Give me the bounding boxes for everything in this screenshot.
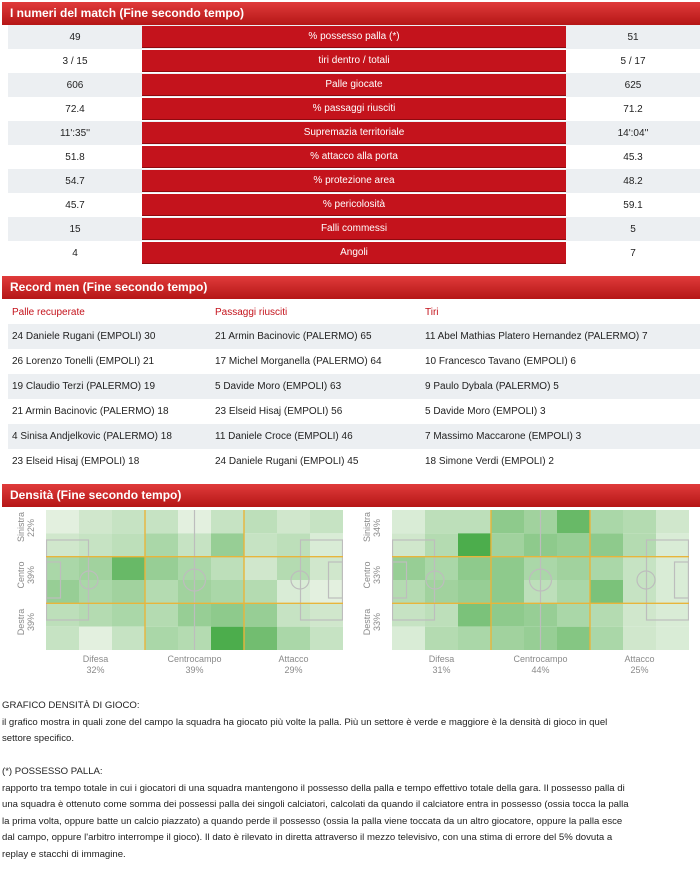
stat-label: % passaggi riusciti: [142, 98, 566, 120]
stat-home-value: 606: [66, 79, 84, 91]
possession-note-title: (*) POSSESSO PALLA:: [2, 766, 103, 777]
density-cell: [244, 533, 277, 556]
density-cell: [79, 580, 112, 603]
density-cell: [491, 627, 524, 650]
stat-away-value: 5: [630, 223, 636, 235]
density-cell: [590, 557, 623, 580]
side-zone-value: 33%: [372, 566, 382, 585]
density-cell: [310, 557, 343, 580]
column-header-passaggi-riusciti: Passaggi riusciti: [215, 306, 288, 318]
stat-row: [8, 145, 700, 169]
table-row: [8, 424, 700, 449]
record-passaggi-riusciti: 11 Daniele Croce (EMPOLI) 46: [215, 431, 353, 442]
stat-away-value: 59.1: [623, 199, 643, 211]
density-cell: [145, 580, 178, 603]
density-cell: [277, 580, 310, 603]
depth-zone-name: Attacco: [278, 654, 309, 664]
stat-home-value: 3 / 15: [62, 55, 88, 67]
density-cell: [79, 603, 112, 626]
density-cell: [458, 533, 491, 556]
stat-home-value: 11':35'': [59, 127, 90, 139]
density-cell: [590, 627, 623, 650]
density-cell: [425, 533, 458, 556]
record-palle-recuperate: 24 Daniele Rugani (EMPOLI) 30: [12, 331, 156, 342]
record-tiri: 5 Davide Moro (EMPOLI) 3: [425, 406, 546, 417]
density-cell: [590, 510, 623, 533]
density-cell: [392, 557, 425, 580]
density-cell: [425, 557, 458, 580]
density-cell: [458, 510, 491, 533]
density-heatmap: [392, 510, 689, 650]
density-cell: [458, 603, 491, 626]
density-cell: [310, 627, 343, 650]
density-cell: [112, 627, 145, 650]
side-zone-name: Sinistra: [362, 511, 372, 542]
possession-note-line: rapporto tra tempo totale in cui i giocatori di una squadra mantengono il possesso della palla e tempo effettivo totale della gara. Il possesso palla di: [2, 782, 625, 794]
depth-zone-label-centrocampo: [145, 654, 244, 676]
density-cell: [46, 557, 79, 580]
stat-home-value: 15: [69, 223, 81, 235]
record-passaggi-riusciti: 23 Elseid Hisaj (EMPOLI) 56: [215, 406, 343, 417]
record-tiri: 11 Abel Mathias Platero Hernandez (PALERMO) 7: [425, 331, 648, 342]
density-cell: [491, 603, 524, 626]
stat-home-value: 49: [69, 31, 81, 43]
stat-home-value: 72.4: [65, 103, 85, 115]
depth-zone-value: 44%: [531, 665, 550, 675]
record-men-table: [8, 300, 700, 474]
density-cell: [145, 627, 178, 650]
depth-zone-value: 25%: [630, 665, 649, 675]
stat-label: % attacco alla porta: [142, 146, 566, 168]
table-row: [8, 324, 700, 349]
density-cell: [425, 510, 458, 533]
stat-row: [8, 73, 700, 97]
density-cell: [656, 580, 689, 603]
record-palle-recuperate: 26 Lorenzo Tonelli (EMPOLI) 21: [12, 356, 155, 367]
record-palle-recuperate: 4 Sinisa Andjelkovic (PALERMO) 18: [12, 431, 172, 442]
depth-zone-label-attacco: [590, 654, 689, 676]
possession-note-line: dal campo, oppure l'arbitro interrompe il gioco). Il dato è rilevato in diretta attraverso il mezzo televisivo, con una stima di errore del 5% dovuta a: [2, 832, 613, 843]
record-tiri: 7 Massimo Maccarone (EMPOLI) 3: [425, 431, 582, 442]
record-tiri: 9 Paulo Dybala (PALERMO) 5: [425, 381, 559, 392]
density-cell: [458, 580, 491, 603]
depth-zone-name: Attacco: [624, 654, 655, 664]
density-cell: [244, 557, 277, 580]
density-cell: [623, 533, 656, 556]
table-row: [8, 449, 700, 474]
depth-zone-label-difesa: [392, 654, 491, 676]
depth-zone-labels: [392, 654, 689, 678]
density-cell: [392, 603, 425, 626]
density-cell: [458, 557, 491, 580]
stat-row: [8, 169, 700, 193]
stat-label: Falli commessi: [142, 218, 566, 240]
record-palle-recuperate: 23 Elseid Hisaj (EMPOLI) 18: [12, 456, 140, 467]
record-palle-recuperate: 19 Claudio Terzi (PALERMO) 19: [12, 381, 156, 392]
density-cell: [145, 510, 178, 533]
table-row: [8, 349, 700, 374]
density-cell: [310, 510, 343, 533]
stat-row: [8, 217, 700, 241]
density-cell: [145, 533, 178, 556]
stat-row: [8, 241, 700, 265]
depth-zone-value: 31%: [432, 665, 451, 675]
stat-home-value: 54.7: [65, 175, 85, 187]
stat-label: Palle giocate: [142, 74, 566, 96]
density-cell: [656, 557, 689, 580]
density-cell: [392, 533, 425, 556]
possession-note-line: una squadra è ottenuto come somma dei possessi palla dei singoli calciatori, calcolati da quando il calciatore entra in possesso (ossia tocca la palla: [2, 799, 629, 810]
density-cell: [310, 603, 343, 626]
density-cell: [46, 627, 79, 650]
record-passaggi-riusciti: 24 Daniele Rugani (EMPOLI) 45: [215, 456, 359, 467]
density-cell: [623, 580, 656, 603]
density-heatmap: [46, 510, 343, 650]
side-zone-value: 39%: [26, 613, 36, 632]
side-zone-label-destra: [362, 608, 382, 636]
column-header-palle-recuperate: Palle recuperate: [12, 306, 85, 318]
side-zone-name: Centro: [16, 561, 26, 589]
density-cell: [491, 533, 524, 556]
density-cell: [145, 603, 178, 626]
record-passaggi-riusciti: 5 Davide Moro (EMPOLI) 63: [215, 381, 342, 392]
record-tiri: 10 Francesco Tavano (EMPOLI) 6: [425, 356, 576, 367]
record-passaggi-riusciti: 21 Armin Bacinovic (PALERMO) 65: [215, 331, 372, 342]
density-cell: [112, 603, 145, 626]
side-zone-label-sinistra: [362, 511, 382, 542]
side-zone-labels: [6, 508, 46, 648]
side-zone-label-sinistra: [16, 511, 36, 542]
stat-row: [8, 25, 700, 49]
side-zone-name: Destra: [16, 608, 26, 636]
density-cell: [211, 510, 244, 533]
density-cell: [310, 580, 343, 603]
density-cell: [557, 580, 590, 603]
density-cell: [623, 557, 656, 580]
density-cell: [656, 627, 689, 650]
density-cell: [623, 627, 656, 650]
density-cell: [79, 533, 112, 556]
stat-label: Angoli: [142, 242, 566, 264]
density-cell: [425, 580, 458, 603]
density-cell: [211, 533, 244, 556]
density-cell: [244, 627, 277, 650]
side-zone-name: Sinistra: [16, 511, 26, 542]
depth-zone-value: 32%: [86, 665, 105, 675]
match-numbers-header: I numeri del match (Fine secondo tempo): [2, 2, 700, 25]
side-zone-label-centro: [16, 561, 36, 589]
density-cell: [112, 557, 145, 580]
record-tiri: 18 Simone Verdi (EMPOLI) 2: [425, 456, 554, 467]
side-zone-value: 22%: [26, 519, 36, 538]
density-cell: [557, 603, 590, 626]
table-row: [8, 374, 700, 399]
side-zone-labels: [352, 508, 392, 648]
stat-home-value: 4: [72, 247, 78, 259]
density-cell: [145, 557, 178, 580]
density-cell: [46, 510, 79, 533]
density-cell: [277, 557, 310, 580]
density-note-text: il grafico mostra in quali zone del campo la squadra ha giocato più volte la palla. Più un settore è verde e maggiore è la densità di gioco in quel: [2, 716, 608, 728]
density-cell: [623, 510, 656, 533]
stat-away-value: 625: [624, 79, 642, 91]
density-cell: [112, 533, 145, 556]
density-cell: [557, 627, 590, 650]
density-cell: [277, 510, 310, 533]
depth-zone-name: Centrocampo: [167, 654, 222, 664]
density-cell: [392, 510, 425, 533]
density-cell: [491, 580, 524, 603]
density-cell: [590, 580, 623, 603]
match-stats-table: [8, 25, 700, 265]
depth-zone-name: Difesa: [82, 654, 109, 664]
density-cell: [557, 510, 590, 533]
side-zone-value: 33%: [372, 613, 382, 632]
density-cell: [244, 603, 277, 626]
depth-zone-label-centrocampo: [491, 654, 590, 676]
stat-label: % possesso palla (*): [142, 26, 566, 48]
density-cell: [656, 603, 689, 626]
stat-label: Supremazia territoriale: [142, 122, 566, 144]
density-cell: [277, 533, 310, 556]
side-zone-label-destra: [16, 608, 36, 636]
side-zone-label-centro: [362, 561, 382, 589]
column-header-tiri: Tiri: [425, 306, 439, 318]
stat-label: % pericolosità: [142, 194, 566, 216]
density-cell: [623, 603, 656, 626]
depth-zone-labels: [46, 654, 343, 678]
density-cell: [590, 603, 623, 626]
stat-away-value: 71.2: [623, 103, 643, 115]
density-cell: [79, 627, 112, 650]
density-cell: [211, 603, 244, 626]
stat-away-value: 14':04'': [617, 127, 649, 139]
density-cell: [211, 580, 244, 603]
possession-note-line: la prima volta, oppure batte un calcio piazzato) a quando perde il possesso (ossia la palla viene toccata da un altro giocatore, oppure la palla esce: [2, 815, 623, 827]
density-note-title: GRAFICO DENSITÀ DI GIOCO:: [2, 700, 140, 711]
record-passaggi-riusciti: 17 Michel Morganella (PALERMO) 64: [215, 356, 382, 367]
stat-label: % protezione area: [142, 170, 566, 192]
stat-away-value: 7: [630, 247, 636, 259]
possession-note-line: replay e stacchi di immagine.: [2, 848, 126, 860]
depth-zone-label-difesa: [46, 654, 145, 676]
density-note-text-2: settore specifico.: [2, 733, 74, 744]
density-cell: [656, 533, 689, 556]
density-cell: [211, 627, 244, 650]
side-zone-name: Destra: [362, 608, 372, 636]
stat-away-value: 48.2: [623, 175, 643, 187]
density-pitch: [392, 510, 689, 650]
depth-zone-value: 29%: [284, 665, 303, 675]
density-cell: [425, 603, 458, 626]
density-cell: [46, 603, 79, 626]
density-cell: [277, 603, 310, 626]
stat-away-value: 51: [627, 31, 639, 43]
stat-row: [8, 193, 700, 217]
stat-row: [8, 49, 700, 73]
side-zone-value: 39%: [26, 566, 36, 585]
density-cell: [392, 627, 425, 650]
record-men-header: Record men (Fine secondo tempo): [2, 276, 700, 299]
density-pitch: [46, 510, 343, 650]
side-zone-value: 34%: [372, 519, 382, 538]
density-cell: [491, 510, 524, 533]
density-cell: [557, 557, 590, 580]
notes: [2, 698, 698, 863]
density-cell: [79, 510, 112, 533]
density-cell: [557, 533, 590, 556]
density-cell: [277, 627, 310, 650]
density-cell: [211, 557, 244, 580]
stat-home-value: 45.7: [65, 199, 85, 211]
density-cell: [79, 557, 112, 580]
stat-away-value: 5 / 17: [620, 55, 646, 67]
record-men-column-headers: [8, 300, 700, 324]
stat-away-value: 45.3: [623, 151, 643, 163]
density-cell: [244, 510, 277, 533]
density-cell: [112, 510, 145, 533]
stat-row: [8, 97, 700, 121]
density-cell: [491, 557, 524, 580]
density-header: Densità (Fine secondo tempo): [2, 484, 700, 507]
density-cell: [590, 533, 623, 556]
depth-zone-name: Difesa: [428, 654, 455, 664]
density-cell: [244, 580, 277, 603]
depth-zone-name: Centrocampo: [513, 654, 568, 664]
stat-row: [8, 121, 700, 145]
density-cell: [112, 580, 145, 603]
density-cell: [392, 580, 425, 603]
density-cell: [425, 627, 458, 650]
density-cell: [46, 580, 79, 603]
density-cell: [656, 510, 689, 533]
record-palle-recuperate: 21 Armin Bacinovic (PALERMO) 18: [12, 406, 169, 417]
depth-zone-label-attacco: [244, 654, 343, 676]
density-cell: [310, 533, 343, 556]
stat-label: tiri dentro / totali: [142, 50, 566, 72]
stat-home-value: 51.8: [65, 151, 85, 163]
depth-zone-value: 39%: [185, 665, 204, 675]
side-zone-name: Centro: [362, 561, 372, 589]
density-cell: [46, 533, 79, 556]
density-cell: [458, 627, 491, 650]
table-row: [8, 399, 700, 424]
